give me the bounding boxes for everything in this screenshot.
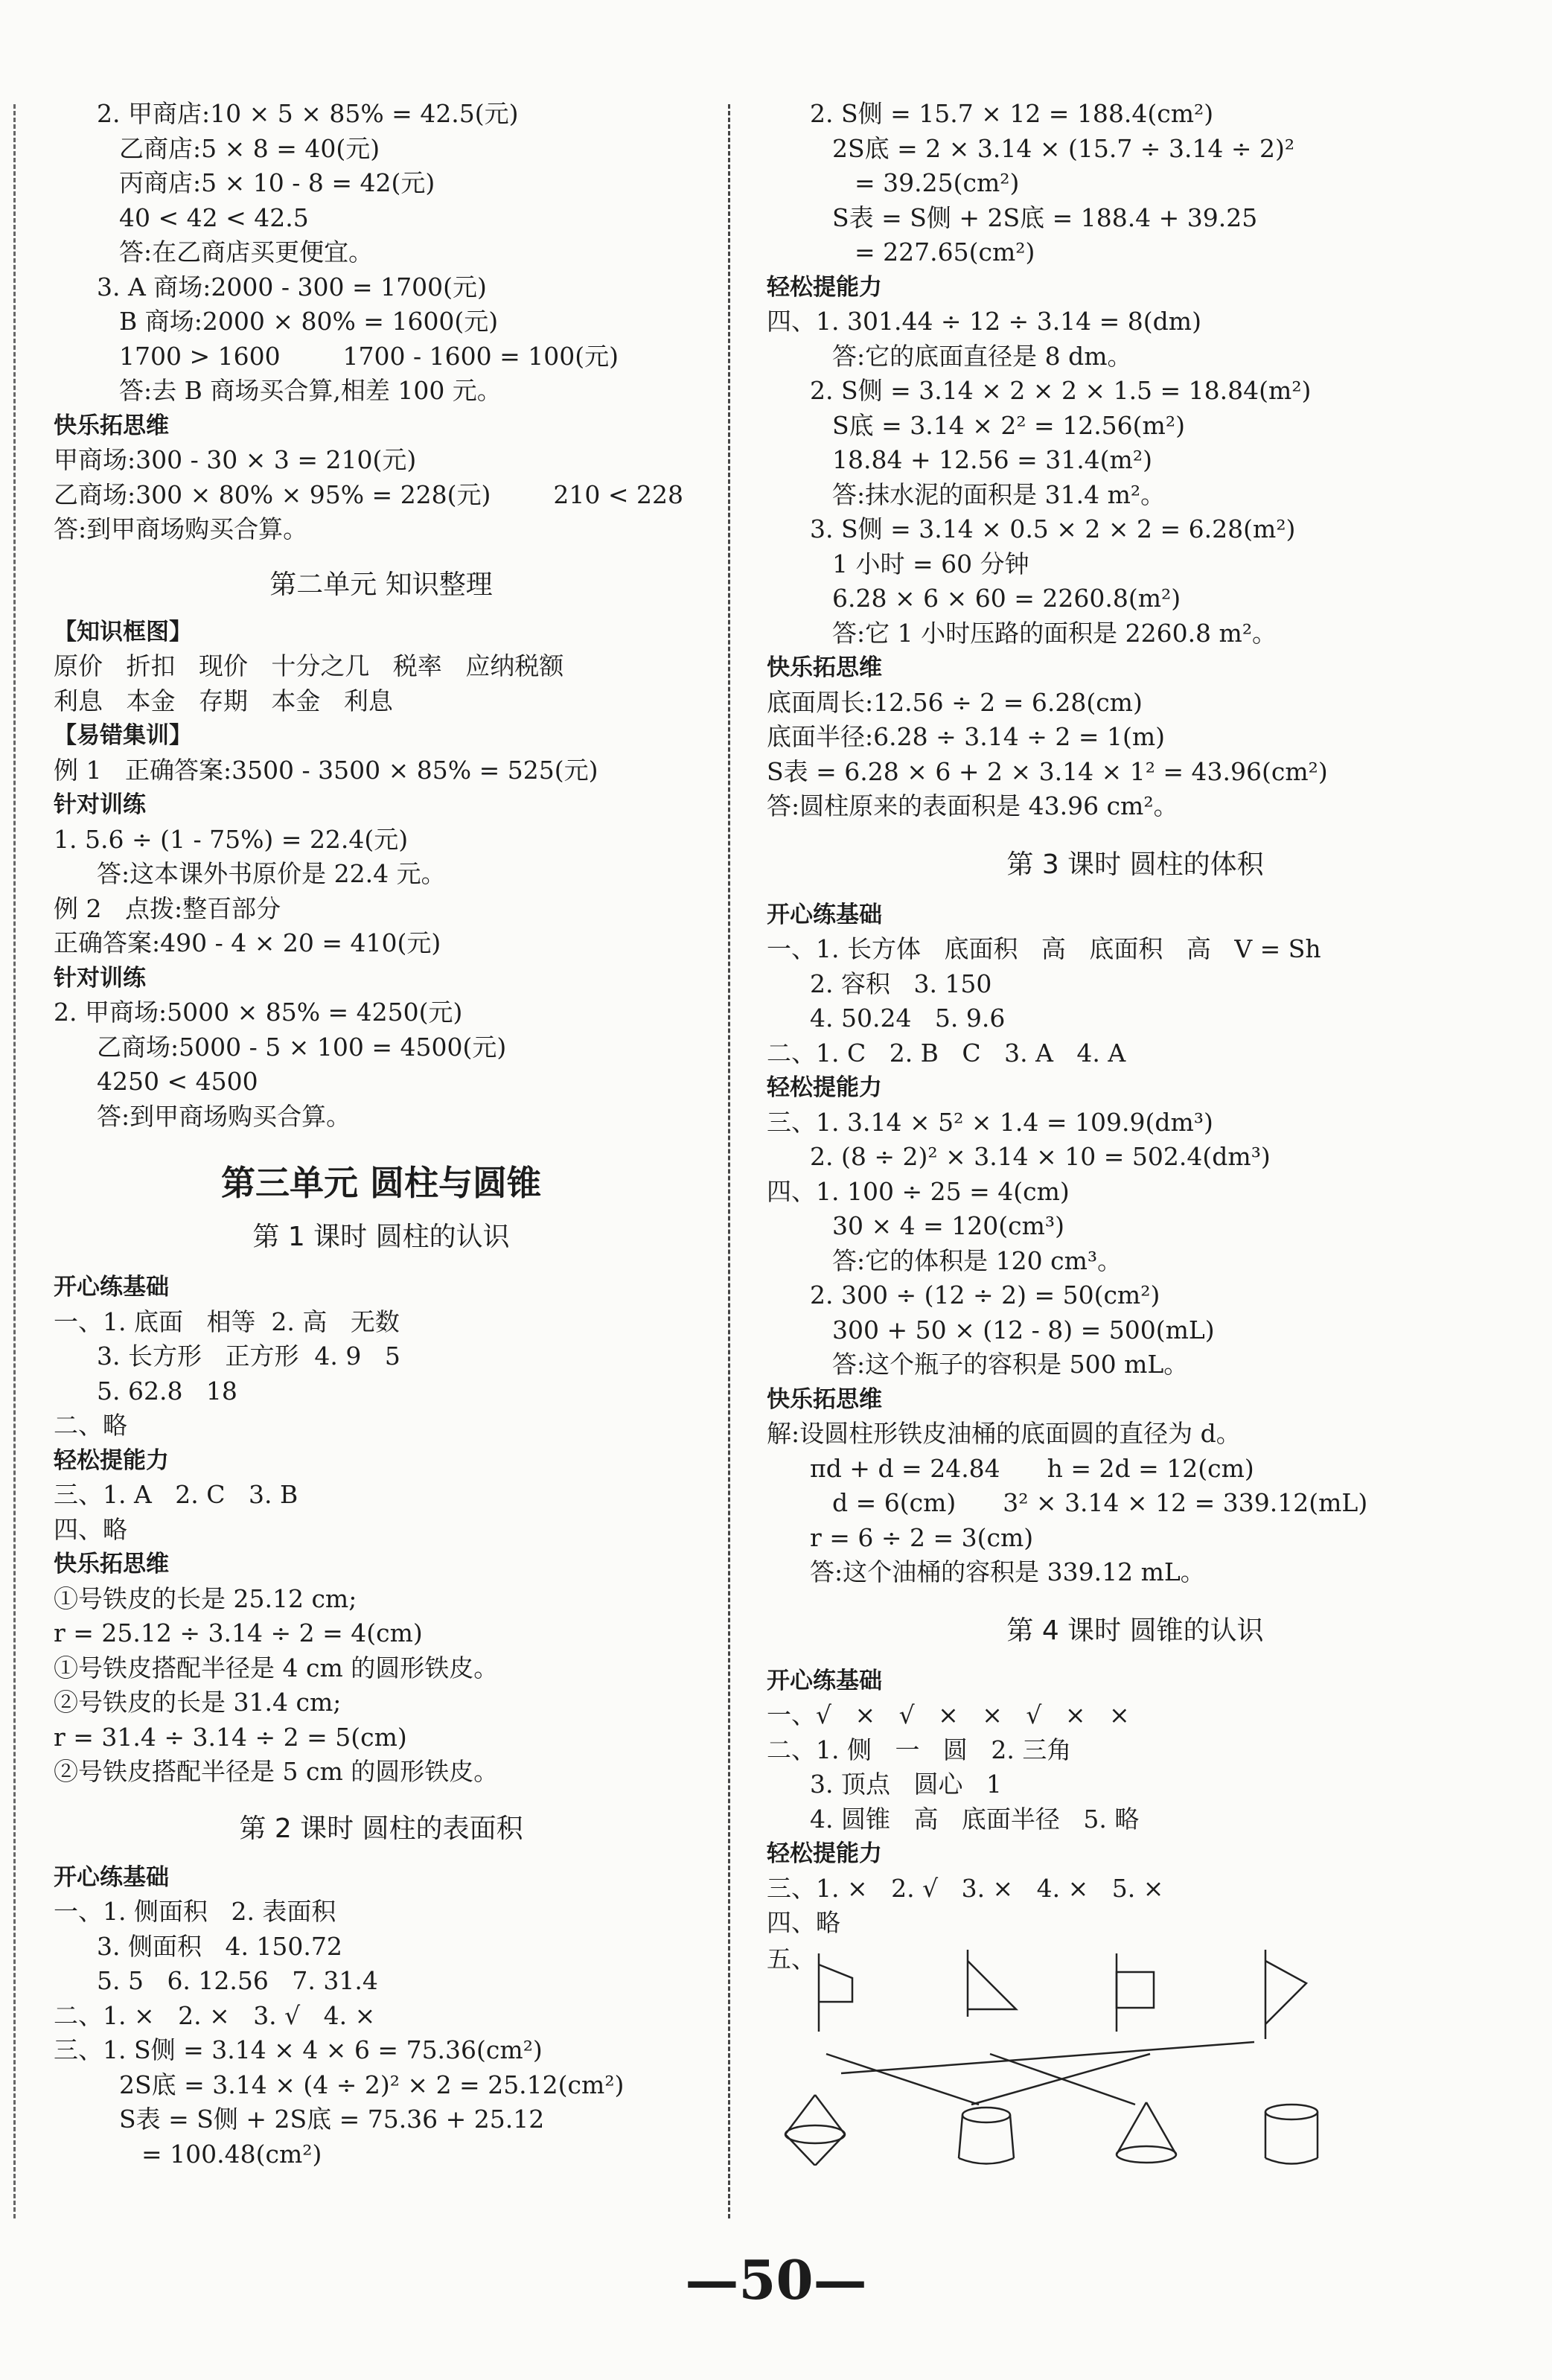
answer-line: S表 = S侧 + 2S底 = 75.36 + 25.12: [119, 2105, 545, 2134]
kaixin-4: 开心练基础: [767, 1667, 882, 1694]
answer-line: B 商场:2000 × 80% = 1600(元): [119, 307, 499, 336]
answer-line: 3. 顶点 圆心 1: [810, 1770, 1002, 1799]
left-margin-dashed-line: [13, 104, 16, 2218]
lesson1-basic-answers: [54, 1305, 709, 1443]
solid-double-cone: [785, 2095, 845, 2166]
answer-line: 2. (8 ÷ 2)² × 3.14 × 10 = 502.4(dm³): [810, 1142, 1271, 1171]
kuangtu-row-1: 原价 折扣 现价 十分之几 税率 应纳税额: [54, 651, 564, 680]
answer-line: r = 25.12 ÷ 3.14 ÷ 2 = 4(cm): [54, 1618, 423, 1647]
answer-line: 2S底 = 2 × 3.14 × (15.7 ÷ 3.14 ÷ 2)²: [832, 133, 1295, 163]
answer-line: 一、1. 底面 相等 2. 高 无数: [54, 1307, 400, 1336]
answer-line: 4250 < 4500: [97, 1067, 258, 1096]
answer-line: 1. 5.6 ÷ (1 - 75%) = 22.4(元): [54, 824, 409, 854]
zhendui-1: 针对训练: [54, 791, 146, 818]
answer-line: 3. 长方形 正方形 4. 9 5: [97, 1341, 400, 1371]
answer-line: 四、1. 301.44 ÷ 12 ÷ 3.14 = 8(dm): [767, 307, 1201, 336]
answer-line: 30 × 4 = 120(cm³): [832, 1211, 1064, 1240]
matching-figure: [767, 1942, 1377, 2166]
answer-line: ②号铁皮搭配半径是 5 cm 的圆形铁皮。: [54, 1757, 499, 1786]
solid-frustum: [959, 2108, 1014, 2164]
answer-line: 丙商店:5 × 10 - 8 = 42(元): [119, 168, 435, 197]
answer-line: 乙商场:300 × 80% × 95% = 228(元) 210 < 228: [54, 479, 683, 509]
zhendui-1-answers: [54, 823, 709, 892]
unit3-title: 第三单元 圆柱与圆锥: [220, 1163, 541, 1203]
answer-line: 40 < 42 < 42.5: [119, 202, 309, 232]
example-1: 例 1 正确答案:3500 - 3500 × 85% = 525(元): [54, 755, 598, 785]
zhendui-2: 针对训练: [54, 964, 146, 992]
lesson2-title: 第 2 课时 圆柱的表面积: [239, 1813, 523, 1844]
answer-line: r = 6 ÷ 2 = 3(cm): [810, 1522, 1034, 1552]
solid-cone: [1117, 2102, 1176, 2163]
section-kuaile-1: 快乐拓思维: [54, 412, 169, 439]
lesson4-ability-answers: [767, 1872, 1504, 1941]
answer-line: 2S底 = 3.14 × (4 ÷ 2)² × 2 = 25.12(cm²): [119, 2070, 625, 2099]
qingsong-3: 轻松提能力: [767, 1074, 882, 1101]
answer-line: r = 31.4 ÷ 3.14 ÷ 2 = 5(cm): [54, 1722, 407, 1752]
qingsong-1: 轻松提能力: [54, 1446, 169, 1474]
column-divider: [728, 104, 730, 2218]
lesson3-basic-answers: [767, 932, 1504, 1071]
answer-line: d = 6(cm) 3² × 3.14 × 12 = 339.12(mL): [832, 1488, 1368, 1517]
left-column: [54, 97, 709, 2172]
answer-line: 答:到甲商场购买合算。: [97, 1101, 351, 1131]
answer-line: 四、1. 100 ÷ 25 = 4(cm): [767, 1176, 1070, 1206]
answer-line: 乙商场:5000 - 5 × 100 = 4500(元): [97, 1032, 507, 1062]
kuaile-3: 快乐拓思维: [767, 1385, 882, 1413]
answer-line: 三、1. A 2. C 3. B: [54, 1480, 298, 1509]
zhishi-kuangtu: 【知识框图】: [54, 618, 192, 645]
answer-line: 答:到甲商场购买合算。: [54, 514, 308, 543]
answer-line: 解:设圆柱形铁皮油桶的底面圆的直径为 d。: [767, 1419, 1241, 1448]
answer-line: 5. 5 6. 12.56 7. 31.4: [97, 1966, 378, 1995]
shape-triangle-axis: [968, 1950, 1016, 2017]
answer-line: 2. S侧 = 3.14 × 2 × 2 × 1.5 = 18.84(m²): [810, 376, 1312, 405]
shape-kite-axis: [1265, 1950, 1306, 2039]
answer-line: 6.28 × 6 × 60 = 2260.8(m²): [832, 584, 1181, 613]
kaixin-1: 开心练基础: [54, 1274, 169, 1301]
answer-line: S底 = 3.14 × 2² = 12.56(m²): [832, 410, 1185, 440]
answer-line: 甲商场:300 - 30 × 3 = 210(元): [54, 445, 417, 474]
answer-line: S表 = S侧 + 2S底 = 188.4 + 39.25: [832, 202, 1258, 232]
answer-line: 2. 容积 3. 150: [810, 969, 992, 998]
answer-line: 3. A 商场:2000 - 300 = 1700(元): [97, 272, 487, 302]
answer-line: 二、1. 侧 一 圆 2. 三角: [767, 1735, 1072, 1764]
answer-line: 底面周长:12.56 ÷ 2 = 6.28(cm): [767, 687, 1143, 717]
answer-line: 四、略: [54, 1514, 127, 1544]
answer-line: 四、略: [767, 1908, 840, 1937]
answer-line: 一、1. 侧面积 2. 表面积: [54, 1897, 336, 1926]
answer-line: ②号铁皮的长是 31.4 cm;: [54, 1688, 342, 1717]
answer-line: 2. 300 ÷ (12 ÷ 2) = 50(cm²): [810, 1280, 1160, 1309]
kuaile-2: 快乐拓思维: [54, 1551, 169, 1577]
rotation-matching-diagram: [767, 1942, 1377, 2166]
answer-line: 二、略: [54, 1411, 127, 1440]
page-number: —50—: [685, 2248, 867, 2312]
lesson4-title: 第 4 课时 圆锥的认识: [1006, 1615, 1264, 1646]
answer-line: 底面半径:6.28 ÷ 3.14 ÷ 2 = 1(m): [767, 722, 1165, 751]
answer-line: 二、1. C 2. B C 3. A 4. A: [767, 1038, 1126, 1068]
answer-line: 300 + 50 × (12 - 8) = 500(mL): [832, 1315, 1215, 1344]
kaixin-3: 开心练基础: [767, 901, 882, 928]
answer-line: 3. 侧面积 4. 150.72: [97, 1931, 342, 1961]
answer-line: 2. S侧 = 15.7 × 12 = 188.4(cm²): [810, 99, 1214, 128]
answer-line: 答:圆柱原来的表面积是 43.96 cm²。: [767, 791, 1178, 820]
kaixin-2: 开心练基础: [54, 1863, 169, 1891]
lesson3-think-answers: [767, 1417, 1504, 1590]
kuangtu-row-2: 利息 本金 存期 本金 利息: [54, 686, 393, 715]
right-ability-answers: [767, 304, 1504, 651]
answer-line: 1 小时 = 60 分钟: [832, 549, 1029, 578]
answer-line: 2. 甲商店:10 × 5 × 85% = 42.5(元): [97, 99, 519, 128]
answer-line: ①号铁皮的长是 25.12 cm;: [54, 1583, 357, 1613]
answer-line: 三、1. S侧 = 3.14 × 4 × 6 = 75.36(cm²): [54, 2035, 543, 2064]
lesson3-ability-answers: [767, 1106, 1504, 1382]
answer-line: 答:它的体积是 120 cm³。: [832, 1245, 1123, 1275]
answer-line: = 227.65(cm²): [855, 237, 1035, 267]
lesson3-title: 第 3 课时 圆柱的体积: [1006, 849, 1264, 880]
answer-line: 答:这个油桶的容积是 339.12 mL。: [810, 1557, 1205, 1586]
lesson1-title: 第 1 课时 圆柱的认识: [252, 1222, 510, 1252]
answer-line: 一、√ × √ × × √ × ×: [767, 1700, 1130, 1729]
shape-trapezoid-axis: [819, 1953, 852, 2032]
yicuo-jixun: 【易错集训】: [54, 722, 192, 749]
right-think-answers: [767, 686, 1504, 824]
unit2-title: 第二单元 知识整理: [269, 569, 493, 600]
answer-line: 18.84 + 12.56 = 31.4(m²): [832, 445, 1152, 474]
answer-line: 答:这个瓶子的容积是 500 mL。: [832, 1350, 1189, 1379]
lesson4-basic-answers: [767, 1698, 1504, 1837]
r-kuaile-1: 快乐拓思维: [767, 654, 882, 681]
right-top-answers: [767, 97, 1504, 270]
answer-line: 4. 圆锥 高 底面半径 5. 略: [810, 1804, 1140, 1834]
answer-line: 5. 62.8 18: [97, 1376, 237, 1406]
shape-rectangle-axis: [1117, 1953, 1154, 2032]
answer-line: 一、1. 长方体 底面积 高 底面积 高 V = Sh: [767, 934, 1321, 963]
answer-line: 答:这本课外书原价是 22.4 元。: [97, 859, 446, 888]
solid-cylinder: [1265, 2105, 1318, 2164]
right-column: [767, 97, 1504, 2166]
answer-line: = 39.25(cm²): [855, 168, 1020, 197]
qingsong-4: 轻松提能力: [767, 1840, 882, 1867]
r-qingsong-1: 轻松提能力: [767, 273, 882, 301]
example-2-hint: 例 2 点拨:整百部分: [54, 893, 281, 923]
answer-line: S表 = 6.28 × 6 + 2 × 3.14 × 1² = 43.96(cm²): [767, 756, 1328, 786]
answer-line: 4. 50.24 5. 9.6: [810, 1004, 1006, 1033]
answer-line: ①号铁皮搭配半径是 4 cm 的圆形铁皮。: [54, 1653, 499, 1682]
answer-line: 三、1. 3.14 × 5² × 1.4 = 109.9(dm³): [767, 1107, 1213, 1137]
answer-line: 答:在乙商店买更便宜。: [119, 237, 374, 267]
answer-line: 答:它 1 小时压路的面积是 2260.8 m²。: [832, 618, 1277, 648]
zhendui-2-answers: [54, 995, 709, 1134]
lesson1-think-answers: [54, 1582, 709, 1790]
answer-line: 二、1. × 2. × 3. √ 4. ×: [54, 2000, 376, 2030]
left-top-answers: [54, 97, 709, 409]
wu-label: 五、: [767, 1944, 816, 1974]
answer-line: 三、1. × 2. √ 3. × 4. × 5. ×: [767, 1873, 1164, 1903]
lesson2-answers: [54, 1895, 709, 2172]
answer-line: 答:抹水泥的面积是 31.4 m²。: [832, 479, 1166, 509]
answer-line: πd + d = 24.84 h = 2d = 12(cm): [810, 1453, 1254, 1483]
example-2-answer: 正确答案:490 - 4 × 20 = 410(元): [54, 928, 441, 957]
answer-line: 3. S侧 = 3.14 × 0.5 × 2 × 2 = 6.28(m²): [810, 514, 1296, 543]
answer-line: 答:它的底面直径是 8 dm。: [832, 341, 1132, 371]
answer-line: 1700 > 1600 1700 - 1600 = 100(元): [119, 341, 619, 371]
answer-line: 乙商店:5 × 8 = 40(元): [119, 133, 380, 163]
answer-line: 答:去 B 商场买合算,相差 100 元。: [119, 376, 502, 405]
lesson1-ability-answers: [54, 1478, 709, 1547]
answer-line: 2. 甲商场:5000 × 85% = 4250(元): [54, 998, 463, 1027]
left-kuaile-answers: [54, 443, 709, 547]
answer-line: = 100.48(cm²): [141, 2139, 322, 2169]
